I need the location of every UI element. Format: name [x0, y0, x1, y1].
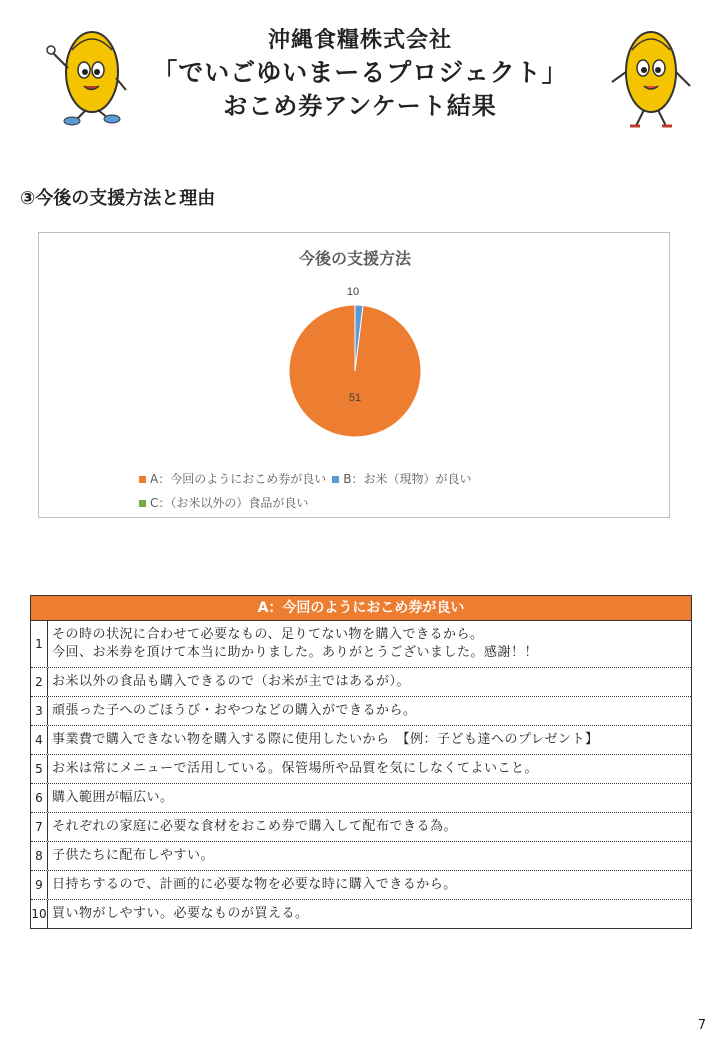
- row-text: [48, 871, 461, 899]
- table-row: [31, 900, 691, 928]
- row-text-line: 子供たちに配布しやすい。: [52, 848, 215, 863]
- row-number: 2: [31, 668, 48, 696]
- row-text: [48, 784, 178, 812]
- row-number: 6: [31, 784, 48, 812]
- table-header: A：今回のようにおこめ券が良い: [31, 596, 691, 621]
- table-row: [31, 842, 691, 871]
- row-text-line: お米以外の食品も購入できるので（お米が主ではあるが）。: [52, 674, 411, 689]
- row-text: [48, 755, 542, 783]
- row-text-line: 今回、お米券を頂けて本当に助かりました。ありがとうございました。感謝！！: [52, 645, 539, 660]
- data-label-a: 51: [348, 392, 362, 404]
- row-text: [48, 900, 313, 928]
- row-text-line: それぞれの家庭に必要な食材をおこめ券で購入して配布できる為。: [52, 819, 458, 834]
- row-number: 9: [31, 871, 48, 899]
- legend-label: B：お米（現物）が良い: [343, 472, 472, 486]
- reasons-table: [30, 595, 692, 929]
- project-name: 「でいごゆいまーるプロジェクト」: [152, 58, 568, 87]
- row-text-line: その時の状況に合わせて必要なもの、足りてない物を購入できるから。: [52, 627, 484, 642]
- row-text-line: 日持ちするので、計画的に必要な物を必要な時に購入できるから。: [52, 877, 457, 892]
- table-row: [31, 726, 691, 755]
- row-text: [48, 842, 218, 870]
- row-number: 8: [31, 842, 48, 870]
- row-number: 5: [31, 755, 48, 783]
- page-number: 7: [697, 1018, 706, 1033]
- report-subtitle: おこめ券アンケート結果: [223, 92, 497, 120]
- legend-item-c: [139, 491, 308, 515]
- table-row: [31, 871, 691, 900]
- data-label-b-c: 10: [346, 286, 360, 298]
- row-text-line: 買い物がしやすい。必要なものが買える。: [52, 906, 309, 921]
- row-number: 1: [31, 621, 48, 667]
- row-number: 7: [31, 813, 48, 841]
- chart-title: 今後の支援方法: [298, 251, 412, 268]
- table-row: [31, 621, 691, 668]
- legend-label: C：（お米以外の）食品が良い: [150, 496, 309, 510]
- section-title: ③今後の支援方法と理由: [20, 188, 216, 209]
- row-text-line: 頑張った子へのごほうび・おやつなどの購入ができるから。: [52, 703, 417, 718]
- row-text: [48, 697, 421, 725]
- chart-legend: [139, 467, 599, 515]
- row-text: [48, 813, 461, 841]
- row-text-line: 事業費で購入できない物を購入する際に使用したいから 【例：子ども達へのプレゼント】: [52, 732, 599, 747]
- row-text: [48, 621, 542, 667]
- legend-label: A：今回のようにおこめ券が良い: [150, 472, 327, 486]
- row-text-line: お米は常にメニューで活用している。保管場所や品質を気にしなくてよいこと。: [52, 761, 539, 776]
- legend-swatch: [332, 476, 339, 483]
- table-row: [31, 668, 691, 697]
- table-body: [31, 621, 691, 928]
- row-number: 10: [31, 900, 48, 928]
- table-row: [31, 755, 691, 784]
- table-row: [31, 813, 691, 842]
- legend-item-b: [332, 467, 471, 491]
- table-row: [31, 784, 691, 813]
- report-header: [0, 26, 720, 122]
- row-number: 4: [31, 726, 48, 754]
- row-text-line: 購入範囲が幅広い。: [52, 790, 174, 805]
- company-name: 沖縄食糧株式会社: [267, 28, 452, 53]
- legend-swatch: [139, 476, 146, 483]
- pie-chart-container: [38, 232, 670, 518]
- table-row: [31, 697, 691, 726]
- row-text: [48, 726, 602, 754]
- legend-swatch: [139, 500, 146, 507]
- legend-item-a: [139, 467, 326, 491]
- row-text: [48, 668, 414, 696]
- row-number: 3: [31, 697, 48, 725]
